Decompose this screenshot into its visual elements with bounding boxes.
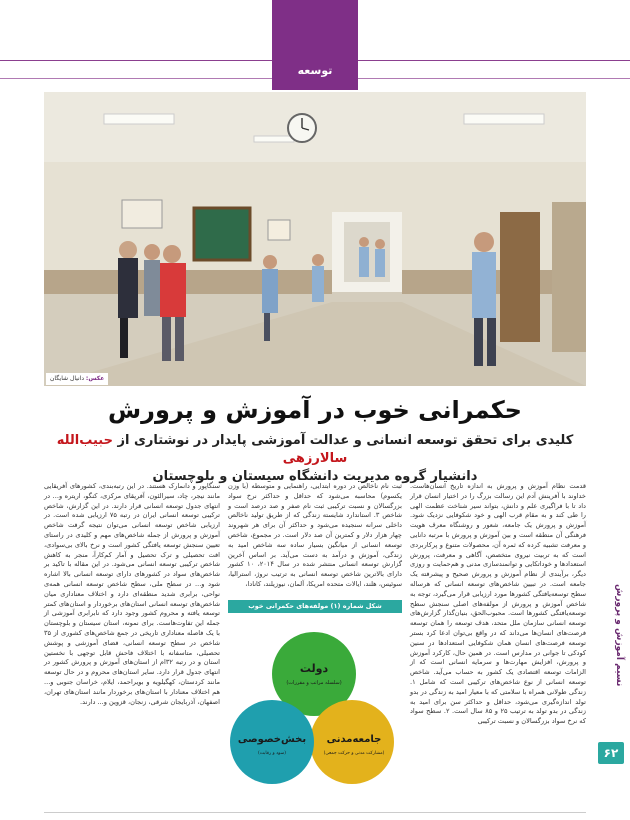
bottom-rule bbox=[44, 812, 586, 813]
body-column-right: قدمت نظام آموزش و پرورش به اندازه تاریخ انسان‌هاست. خداوند با آفرینش آدم این رسالت بزرگ را در اختیار انسان قرار داد تا با فراگیری علم و دانش، بتواند سیر شناخت عظمت الهی را طی کند و به مقام قرب الهی و خود شکوفایی نزدیک شود. آموزش و پرورش یک جامعه، شعور و روشنگاه معرف هویت فرهنگی آن منطقه است و بین آموزش و پرورش با مرتبه دانایی و معرفت تشبیه کرده که ثمره آن، محصولات متنوع و پرکاربردی است که به تربیت نیروی متخصص، آگاهی و معرفت، پرورش استعدادها و خوداتکایی و توانمندسازی مدنی و هم‌حمایت و روزی دیگر، برآیندی از نظام آموزش و پرورش صحیح و پیشرفته یک جامعه است. در تبیین شاخص‌های توسعه انسانی که هرساله سطح توسعه‌یافتگی کشورها مورد ارزیابی قرار می‌گیرد، توجه به شاخص آموزش و پرورش از مولفه‌های اصلی سنجش سطح توسعه‌یافتگی کشورها است. محبوب‌الحق، بنیان‌گذار گزارش‌های توسعه انسانی سازمان ملل متحد، هدف توسعه را همان توسعه فرصت‌های انسان‌ها می‌داند که در واقع بی‌توان ادعا کرد بستر توسعه فرصت‌های انسان همان شکوفایی استعدادها در سنین کودکی تا جوانی در مدارس است. در همین حال، کارکرد آموزش و پرورش، افزایش مهارت‌ها و سرمایه انسانی است که از الزامات توسعه اقتصادی یک کشور به حساب می‌آید. شاخص توسعه انسانی از نوع شاخص‌های ترکیبی است که شامل ۱. زندگی طولانی همراه با سلامتی که با معیار امید به زندگی در بدو تولد اندازه‌گیری می‌شود، حداقل و حداکثر سن برای امید به زندگی در بدو تولد به ترتیب ۲۵ و ۸۵ سال است. ۲. سطح سواد که نرخ سواد بزرگسالان و نسبت ترکیبی bbox=[410, 482, 586, 726]
photo-credit-name: دانیال شایگان bbox=[50, 375, 84, 382]
venn-state-subtitle: (سلسله مراتب و مقررات) bbox=[286, 680, 342, 686]
venn-private-subtitle: (سود و رقابت) bbox=[257, 751, 287, 756]
photo-credit bbox=[46, 373, 108, 385]
venn-state-title: دولت bbox=[299, 662, 329, 675]
author-name: حبیب‌الله سالارزهی bbox=[56, 433, 348, 466]
article-title: حکمرانی خوب در آموزش و پرورش bbox=[108, 396, 522, 424]
body-column-left: سنگاپور و دانمارک هستند. در این رتبه‌بندی، کشورهای آفریقایی مانند نیجر، چاد، سیرالئون، آفریقای مرکزی، کنگو، اریتره و... در انتهای جدول توسعه انسانی قرار دارند. در این گزارش، شاخص ترکیبی توسعه انسانی ایران در رتبه ۷۵ ارزیابی شده است. در ارزیابی شاخص توسعه انسانی می‌توان نتیجه گرفت شاخص آموزش و پرورش از جمله شاخص‌های مهم و کلیدی در راستای تعیین سنجش توسعه یافتگی کشور است و نرخ بالای بی‌سوادی، افت تحصیلی و ترک تحصیل و آمار کم‌کارآ، منجر به کاهش شاخص ترکیبی توسعه انسانی می‌شود. در این مقاله با تاکید بر شاخص‌های سواد در کشورهای دارای توسعه انسانی بالا اشاره شود و... در سطح ملی، سطح شاخص توسعه انسانی همه‌ی نواحی، برابری شدید منطقه‌ای دارد و اختلاف معناداری میان شاخص‌های توسعه انسانی استان‌های برخوردار و استان‌های کمتر توسعه یافته و محروم کشور وجود دارد که نابرابری آموزشی از جمله این تفاوت‌هاست. برای نمونه، استان سیستان و بلوچستان با یک فاصله معناداری تاریخی در جمع شاخص‌های کشوری از ۳۵ شاخص در سطح توسعه انسانی، فضای آموزشی و پوشش تحصیلی، متاسفانه با اختلاف فاحش قابل توجهی با نخستین استان و در رتبه ۳۲ام از استان‌های آموزش و پرورش کشور در انتهای جدول قرار دارد. سایر استان‌های محروم و در حال توسعه مانند کردستان، کهگیلویه و بویراحمد، ایلام، خراسان جنوبی و... هم اختلاف معنادار با استان‌های برخوردار مانند استان‌های تهران، اصفهان، آذربایجان شرقی، زنجان، قزوین و... دارند. bbox=[44, 482, 220, 706]
photo-credit-label: عکس: bbox=[85, 375, 105, 382]
article-subtitle bbox=[44, 432, 586, 486]
body-column-middle: ثبت نام ناخالص در دوره ابتدایی، راهنمایی و متوسطه (با وزن یکسوم) محاسبه می‌شود که حداقل و حداکثر نرخ سواد بزرگسالان و نسبت ترکیبی ثبت نام صفر و صد درصد است و شاخص ۳. استاندارد شایسته زندگی که از طریق تولید ناخالص داخلی سرانه سنجیده می‌شود و حداکثر آن برای هر شهروند چهار هزار دلار و کمترین آن صد دلار است. در مجموع، شاخص توسعه انسانی از میانگین بسیار ساده سه شاخص امید به زندگی، آموزش و درآمد به دست می‌آید. بر اساس آخرین گزارش توسعه انسانی منتشر شده در سال ۲۰۱۴، ۱۰ کشور دارای بالاترین شاخص توسعه انسانی به ترتیب نروژ، استرالیا، سوئیس، هلند، ایالات متحده امریکا، آلمان، نیوزیلند، کانادا، bbox=[228, 482, 402, 588]
author-affiliation: دانشیار گروه مدیریت دانشگاه سیستان و بلوچستان bbox=[152, 469, 478, 484]
section-label: توسعه bbox=[297, 64, 333, 77]
venn-private-title: بخش‌خصوصی bbox=[237, 734, 307, 745]
figure-title: شکل شماره (۱) مولفه‌های حکمرانی خوب bbox=[228, 600, 402, 613]
page-number: ۶۲ bbox=[598, 742, 624, 764]
magazine-name: نسیم آموزش و پرورش bbox=[614, 583, 624, 687]
hallway-photo bbox=[44, 92, 586, 386]
governance-venn-diagram bbox=[228, 616, 402, 806]
subtitle-prefix: کلیدی برای تحقق توسعه انسانی و عدالت آموزشی پایدار در نوشتاری از bbox=[117, 433, 574, 448]
venn-civil-title: جامعه‌مدنی bbox=[326, 734, 382, 745]
venn-civil-subtitle: (مشارکت مدنی و حرکت جمعی) bbox=[323, 751, 385, 756]
